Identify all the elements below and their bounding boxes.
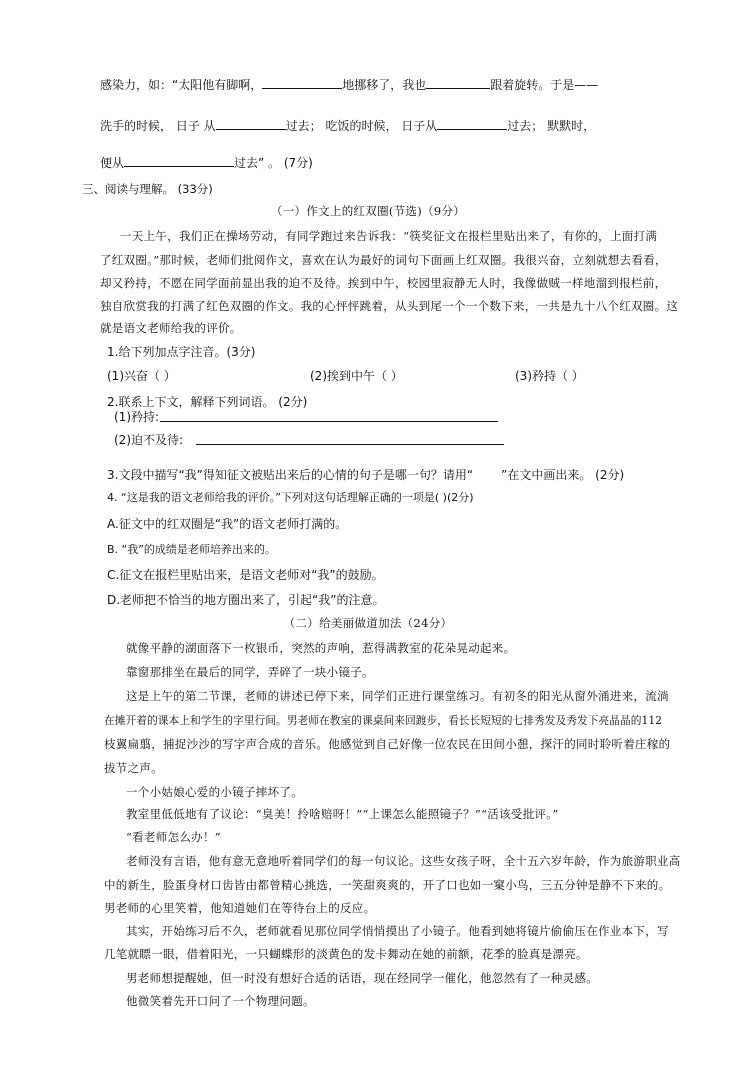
passage-2-line-4: 在摊开着的课本上和学生的字里行间。男老师在教室的课桌间来回踱步，看长长短短的七排秀发及秀发下亮晶晶的112 [104, 714, 663, 727]
question-4-option-b: B. “我”的成绩是老师培养出来的。 [107, 543, 276, 556]
question-4-option-d: D.老师把不恰当的地方圈出来了，引起“我”的注意。 [107, 593, 385, 607]
question-4-stem: 4. “这是我的语文老师给我的评价。”下列对这句话理解正确的一项是( )(2分) [107, 491, 474, 504]
top-line-2-part-a: 洗手的时候， 日子 从 [100, 119, 216, 133]
passage-2-line-2: 靠窗那排坐在最后的同学，弄碎了一块小镜子。 [126, 665, 374, 679]
fill-blank-4 [437, 118, 507, 130]
top-line-3-part-a: 便从 [100, 156, 125, 170]
passage-2-line-5: 枝翼扁翦，捕捉沙沙的写字声合成的音乐。他感觉到自己好像一位农民在田间小憩，探汗的同时聆听着庄稼的 [104, 737, 671, 751]
passage-2-line-13: 其实，开始练习后不久，老师就看见那位同学悄悄摸出了小镜子。他看到她将镜片偷偷压在作业本下，写 [126, 924, 669, 938]
top-line-3 [100, 155, 313, 171]
question-3 [107, 467, 624, 483]
passage-2-line-8: 教室里低低地有了议论：“臭美！拎啥赔呀！”“上课怎么能照镜子？”“活该受批评。” [126, 807, 559, 821]
passage-2-line-10: 老师没有言语，他有意无意地听着同学们的每一句议论。这些女孩子呀，全十五六岁年龄，作为旅游职业高 [126, 854, 681, 868]
passage-1-line-3: 却又矜持，不愿在同学面前显出我的迫不及待。挨到中午，校园里寂静无人时，我像做贼一样地溜到报栏前， [100, 276, 667, 290]
question-1-item-3: (3)矜持（ ） [515, 369, 584, 383]
top-line-1-part-a: 感染力，如：“太阳他有脚啊， [100, 78, 263, 92]
passage-2-line-3: 这是上午的第二节课，老师的讲述已停下来，同学们正进行课堂练习。有初冬的阳光从窗外涌进来，流淌 [126, 689, 669, 703]
passage-2-line-11: 中的新生，脸蛋身材口齿皆由都曾精心挑选，一笑甜爽爽的，开了口也如一窠小鸟，三五分钟是静不下来的。 [104, 878, 671, 892]
question-4-option-a: A.征文中的红双圈是“我”的语文老师打满的。 [107, 517, 348, 531]
passage-2-line-1: 就像平静的湖面落下一枚银币，突然的声响，惹得满教室的花朵晃动起来。 [126, 641, 516, 655]
top-line-1-part-c: 跟着旋转。于是—— [490, 78, 599, 92]
fill-blank-1 [262, 77, 342, 89]
section-3-heading: 三、阅读与理解。 (33分) [82, 182, 213, 196]
passage-1-title: （一）作文上的红双圈(节选)（9分） [270, 204, 466, 218]
question-3-part-a: 3.文段中描写“我”得知征文被贴出来后的心情的句子是哪一句？请用“ [107, 468, 474, 482]
fill-blank-3 [216, 118, 286, 130]
top-line-1 [100, 77, 598, 93]
question-1-item-1: (1)兴奋（ ） [107, 369, 176, 383]
top-line-2-part-b: 过去； 吃饭的时候， 日子从 [285, 119, 438, 133]
passage-2-title: （二）给美丽做道加法（24分） [283, 616, 453, 630]
passage-1-line-5: 就是语文老师给我的评价。 [100, 321, 242, 335]
top-line-1-part-b: 地挪移了，我也 [342, 78, 427, 92]
question-1-stem: 1.给下列加点字注音。(3分) [107, 345, 256, 359]
fill-blank-2 [426, 77, 490, 89]
question-2-stem: 2.联系上下文，解释下列词语。 (2分) [107, 395, 308, 409]
passage-2-line-15: 男老师想提醒她，但一时没有想好合适的话语，现在经同学一催化，他忽然有了一种灵感。 [126, 971, 598, 985]
passage-1-line-4: 独自欣赏我的打满了红色双圈的作文。我的心怦怦跳着，从头到尾一个一个数下来，一共是九十八个红双圈。这 [100, 299, 679, 313]
passage-2-line-9: “看老师怎么办！” [126, 830, 221, 844]
passage-1-line-1: 一天上午，我们正在操场劳动，有同学跑过来告诉我：“筷奖征文在报栏里贴出来了，有你的，上面打满 [120, 229, 658, 243]
question-1-item-2: (2)挨到中午（ ） [310, 369, 403, 383]
answer-line-1 [160, 421, 498, 422]
passage-2-line-14: 几笔就瞟一眼，借着阳光，一只蝴蝶形的淡黄色的发卡舞动在她的前额，花季的脸真是漂亮。 [104, 947, 588, 961]
top-line-3-part-b: 过去” 。 (7分) [234, 156, 313, 170]
answer-line-2 [196, 444, 504, 445]
top-line-2 [100, 118, 595, 134]
fill-blank-5 [124, 155, 234, 167]
passage-1-line-2: 了红双圈。”那时候，老师们批阅作文，喜欢在认为最好的词句下面画上红双圈。我很兴奋，立刻就想去看看， [100, 253, 667, 267]
passage-2-line-12: 男老师的心里笑着，他知道她们在等待台上的反应。 [104, 901, 376, 915]
question-2-item-2: (2)迫不及待: [114, 433, 184, 447]
passage-2-line-16: 他微笑着先开口问了一个物理问题。 [126, 994, 315, 1008]
passage-2-line-6: 拔节之声。 [104, 761, 163, 775]
question-3-part-b: ”在文中画出来。 (2分) [501, 468, 625, 482]
top-line-2-part-c: 过去； 默默时， [507, 119, 596, 133]
passage-2-line-7: 一个小姑娘心爱的小镜子摔坏了。 [126, 785, 303, 799]
question-4-option-c: C.征文在报栏里贴出来，是语文老师对“我”的鼓励。 [107, 568, 384, 582]
question-2-item-1: (1)矜持: [114, 410, 160, 424]
